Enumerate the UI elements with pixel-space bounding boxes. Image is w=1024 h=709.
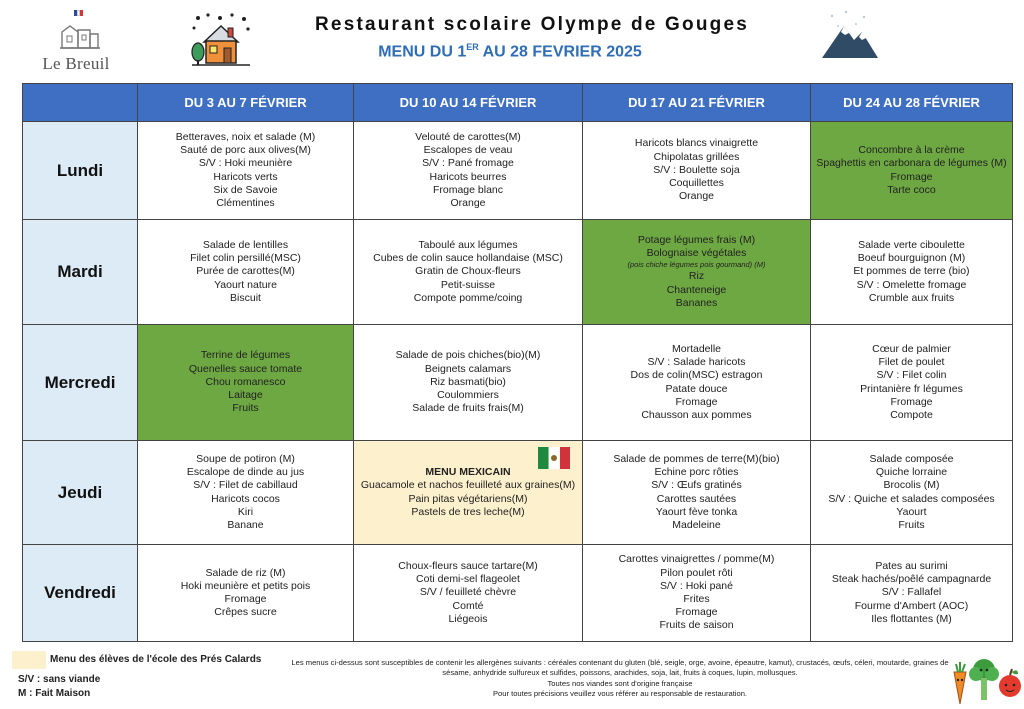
menu-item: Salade de riz (M) — [205, 566, 286, 579]
allergen-line: Pour toutes précisions veuillez vous référer au responsable de restauration. — [492, 688, 748, 698]
table-row — [23, 220, 1013, 325]
menu-item: Fruits — [898, 518, 925, 531]
menu-item: Fromage — [890, 170, 933, 183]
menu-item: Choux-fleurs sauce tartare(M) — [398, 559, 538, 572]
menu-item: Guacamole et nachos feuilleté aux graines(M) — [360, 479, 576, 492]
menu-table — [22, 83, 1013, 642]
allergen-notice — [286, 658, 954, 699]
table-row — [23, 441, 1013, 545]
menu-item: Quiche lorraine — [875, 466, 948, 479]
menu-cell — [583, 220, 811, 325]
column-header: DU 24 AU 28 FÉVRIER — [811, 84, 1013, 122]
menu-item: Crumble aux fruits — [868, 291, 955, 304]
menu-item: Fruits de saison — [659, 619, 734, 632]
menu-item: Pilon poulet rôti — [660, 566, 733, 579]
menu-item: Coulommiers — [437, 389, 499, 402]
menu-item: Sauté de porc aux olives(M) — [180, 144, 311, 157]
menu-cell — [138, 325, 354, 441]
menu-item: Liégeois — [448, 612, 488, 625]
menu-item: Quenelles sauce tomate — [188, 362, 303, 375]
menu-item: Steak hachés/poêlé campagnarde — [831, 573, 992, 586]
menu-cell — [583, 122, 811, 220]
menu-item: Spaghettis en carbonara de légumes (M) — [816, 157, 1007, 170]
menu-item: Pates au surimi — [875, 559, 948, 572]
menu-item: Printanière fr légumes — [860, 382, 963, 395]
mexico-flag-icon — [538, 447, 570, 469]
menu-item: S/V : Filet de cabillaud — [193, 479, 298, 492]
menu-item: Fruits — [232, 402, 259, 415]
menu-item: Betteraves, noix et salade (M) — [175, 130, 316, 143]
menu-item: Salade de fruits frais(M) — [412, 402, 524, 415]
allergen-line: Les menus ci-dessus sont susceptibles de contenir les allergènes suivants : céréales contenant du gluten (blé, seigle, orge, avoine, épeautre, kamut), crustacés, œufs, céleri, moutarde, graines de sésame, anhydride sulfureux et sulfides, poissons, arachides, soja, lait, fruits à coques, lupin, mollusques. — [291, 658, 949, 678]
menu-item: Coti demi-sel flageolet — [416, 573, 520, 586]
menu-cell — [811, 545, 1013, 642]
subtitle-suffix: AU 28 FEVRIER 2025 — [478, 43, 642, 61]
menu-cell — [583, 545, 811, 642]
menu-item: Yaourt fève tonka — [655, 505, 738, 518]
menu-item: S/V : Fallafel — [881, 586, 942, 599]
menu-item: Chanteneige — [666, 283, 727, 296]
menu-item: Fromage — [224, 593, 267, 605]
sv-legend: S/V : sans viande — [18, 674, 101, 685]
menu-item: Yaourt nature — [214, 278, 277, 291]
menu-item: S/V : Œufs gratinés — [651, 479, 742, 492]
menu-item: S/V : Quiche et salades composées — [828, 492, 995, 505]
footer — [0, 648, 1024, 709]
menu-item: Frites — [683, 593, 710, 605]
menu-item: Fromage blanc — [432, 183, 504, 196]
menu-item: Bananes — [675, 296, 718, 309]
menu-item: Haricots beurres — [429, 170, 507, 183]
menu-item: Chausson aux pommes — [641, 408, 752, 421]
menu-cell — [354, 122, 583, 220]
legend-swatch — [12, 651, 46, 669]
menu-item: Haricots cocos — [211, 492, 280, 505]
menu-item: Bolognaise végétales — [646, 247, 747, 260]
menu-cell — [583, 325, 811, 441]
menu-item: Banane — [227, 518, 264, 531]
menu-item: Kiri — [237, 505, 254, 518]
allergen-line: Toutes nos viandes sont d'origine française — [547, 678, 693, 688]
menu-item: Salade de pommes de terre(M)(bio) — [613, 452, 780, 465]
menu-item: Madeleine — [672, 518, 721, 531]
table-row — [23, 325, 1013, 441]
menu-item: Cubes de colin sauce hollandaise (MSC) — [373, 252, 563, 265]
menu-item: Hoki meunière et petits pois — [180, 579, 311, 592]
menu-item: Escalope de dinde au jus — [186, 466, 305, 479]
menu-item: Taboulé aux légumes — [418, 238, 518, 251]
day-label: Lundi — [23, 122, 138, 220]
menu-item: Biscuit — [230, 291, 261, 304]
menu-item: Filet colin persillé(MSC) — [190, 252, 301, 265]
menu-item: Escalopes de veau — [423, 144, 513, 157]
menu-item: Salade verte ciboulette — [858, 238, 965, 251]
legend-label: Menu des élèves de l'école des Prés Calards — [50, 654, 262, 665]
menu-item: Iles flottantes (M) — [871, 612, 952, 625]
menu-item: Chipolatas grillées — [653, 150, 740, 163]
menu-item: Beignets calamars — [424, 362, 512, 375]
menu-item: Crêpes sucre — [214, 606, 277, 619]
menu-cell — [811, 220, 1013, 325]
menu-item: S/V : Filet colin — [876, 369, 947, 382]
table-row — [23, 122, 1013, 220]
menu-item: Orange — [450, 196, 486, 209]
menu-item: Pastels de tres leche(M) — [411, 505, 525, 518]
menu-item: Soupe de potiron (M) — [196, 452, 295, 465]
menu-cell — [138, 122, 354, 220]
menu-cell — [354, 545, 583, 642]
menu-item: Six de Savoie — [213, 183, 278, 196]
vegetables-mascot-icon — [946, 656, 1024, 708]
menu-item: Patate douce — [665, 382, 728, 395]
mountain-icon — [818, 8, 882, 62]
day-label: Vendredi — [23, 545, 138, 642]
menu-item: Comté — [452, 599, 484, 612]
menu-item: Laitage — [228, 389, 263, 402]
menu-item: Yaourt — [896, 505, 927, 518]
menu-item: S/V : Salade haricots — [647, 356, 746, 369]
menu-item: Boeuf bourguignon (M) — [857, 252, 966, 265]
menu-item: Coquillettes — [669, 177, 724, 190]
menu-item: Carottes sautées — [656, 492, 737, 505]
menu-item: Cœur de palmier — [872, 342, 951, 355]
menu-item: Compote — [890, 408, 933, 421]
menu-item: Velouté de carottes(M) — [415, 130, 521, 143]
menu-item: Mortadelle — [671, 342, 722, 355]
menu-cell — [138, 545, 354, 642]
column-header: DU 3 AU 7 FÉVRIER — [138, 84, 354, 122]
menu-item: Concombre à la crème — [858, 144, 965, 157]
menu-item: Fromage — [890, 395, 933, 408]
menu-item: S/V : Pané fromage — [422, 157, 514, 170]
day-label: Jeudi — [23, 441, 138, 545]
menu-item: Echine porc rôties — [654, 466, 739, 479]
menu-item: Riz — [688, 270, 705, 283]
menu-item: Chou romanesco — [205, 375, 286, 388]
menu-item: Salade de lentilles — [202, 238, 289, 251]
menu-item: S/V : Hoki pané — [660, 579, 733, 592]
header — [0, 0, 1024, 84]
menu-item: Carottes vinaigrettes / pomme(M) — [618, 553, 775, 566]
menu-cell — [583, 441, 811, 545]
menu-item: Salade composée — [869, 452, 954, 465]
menu-cell — [138, 220, 354, 325]
menu-item: Compote pomme/coing — [413, 291, 523, 304]
menu-item-note: (pois chiche légumes pois gourmand) (M) — [627, 260, 766, 270]
menu-item: Riz basmati(bio) — [430, 375, 506, 388]
menu-item: Et pommes de terre (bio) — [853, 265, 970, 278]
menu-cell — [811, 441, 1013, 545]
menu-cell — [354, 441, 583, 545]
menu-item: Haricots verts — [213, 170, 278, 183]
page-title: Restaurant scolaire Olympe de Gouges — [315, 14, 749, 35]
menu-cell — [354, 220, 583, 325]
menu-cell — [354, 325, 583, 441]
corner-cell — [23, 84, 138, 122]
menu-item: Potage légumes frais (M) — [637, 233, 756, 246]
menu-item: S/V / feuilleté chèvre — [419, 586, 517, 599]
menu-item: Terrine de légumes — [200, 349, 291, 362]
menu-heading: MENU MEXICAIN — [425, 466, 511, 479]
subtitle-sup: ER — [466, 42, 479, 52]
menu-item: Orange — [678, 190, 715, 203]
menu-item: Fourme d'Ambert (AOC) — [854, 599, 969, 612]
menu-cell — [811, 122, 1013, 220]
brand-name: Le Breuil — [42, 54, 110, 73]
menu-item: Filet de poulet — [878, 356, 945, 369]
menu-item: Clémentines — [216, 196, 275, 209]
day-label: Mardi — [23, 220, 138, 325]
column-header: DU 17 AU 21 FÉVRIER — [583, 84, 811, 122]
m-legend: M : Fait Maison — [18, 688, 91, 699]
day-label: Mercredi — [23, 325, 138, 441]
subtitle-prefix: MENU DU 1 — [378, 43, 467, 61]
menu-item: Brocolis (M) — [883, 479, 940, 492]
menu-item: Dos de colin(MSC) estragon — [630, 369, 763, 382]
menu-item: Pain pitas végétariens(M) — [408, 492, 528, 505]
menu-item: Fromage — [675, 395, 718, 408]
menu-item: Fromage — [675, 606, 718, 619]
menu-item: Gratin de Choux-fleurs — [415, 265, 521, 278]
table-row — [23, 545, 1013, 642]
menu-item: Purée de carottes(M) — [196, 265, 295, 278]
menu-cell — [811, 325, 1013, 441]
menu-item: Tarte coco — [887, 183, 936, 196]
menu-item: Haricots blancs vinaigrette — [634, 137, 759, 150]
column-header: DU 10 AU 14 FÉVRIER — [354, 84, 583, 122]
menu-item: Petit-suisse — [440, 278, 496, 291]
menu-item: S/V : Hoki meunière — [198, 157, 293, 170]
menu-item: S/V : Omelette fromage — [856, 278, 967, 291]
menu-cell — [138, 441, 354, 545]
menu-item: Salade de pois chiches(bio)(M) — [395, 349, 541, 362]
menu-item: S/V : Boulette soja — [653, 163, 740, 176]
header-row — [23, 84, 1013, 122]
